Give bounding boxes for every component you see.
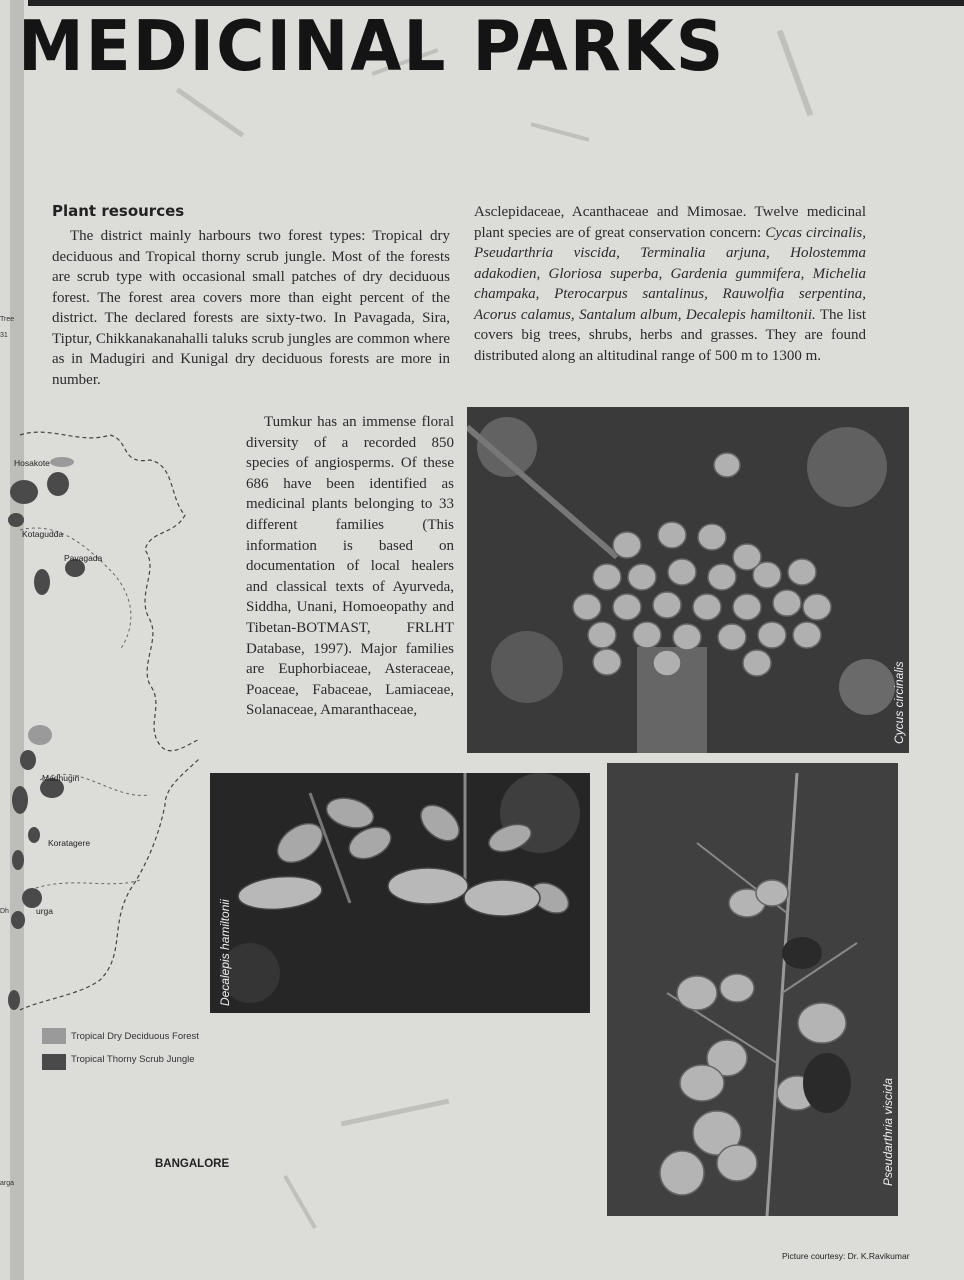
paper-fibre [283,1175,316,1229]
paragraph-outro: The list covers big trees, shrubs, herbs and grasses. They are found distributed along an altitudinal range of 500 m to 1300 m. [474,306,866,364]
legend-swatch-deciduous [42,1028,66,1044]
district-boundary [20,432,200,1010]
scrub-patch [22,888,42,908]
page-title: MEDICINAL PARKS [18,6,726,87]
scrub-patch [10,480,38,504]
edge-fragment: Tree [0,316,15,323]
map-label-koratagere: Koratagere [48,838,91,848]
map-label-urga: urga [36,906,54,916]
photo-pseudarthria-viscida [607,763,898,1216]
leaves-fruit-image [210,773,590,1013]
paper-fibre [176,88,244,138]
caption-pseudarthria: Pseudarthria viscida [881,1077,895,1186]
scrub-patch [8,513,24,527]
map-label-bangalore: BANGALORE [155,1158,230,1170]
scrub-patch [20,750,36,770]
district-map [0,420,200,1020]
shrub-image [607,763,898,1216]
scrub-patch [28,827,40,843]
deciduous-patch [50,457,74,467]
paper-fibre [341,1099,450,1127]
scrub-patch [11,911,25,929]
edge-fragment: arga [0,1180,15,1187]
photo-cycas-circinalis [467,407,909,753]
paper-fibre [531,122,590,141]
map-label-madhugiri: Madhugiri [42,773,80,783]
legend-label-deciduous: Tropical Dry Deciduous Forest [71,1031,199,1042]
legend-swatch-scrub [42,1054,66,1070]
taluk-boundary [30,880,140,890]
scrub-patch [12,786,28,814]
map-label-pavagada: Pavagada [64,553,103,563]
edge-fragment: Dh [0,908,9,915]
edge-fragment: 31 [0,332,8,339]
scrub-patch [47,472,69,496]
caption-decalepis: Decalepis hamiltonii [218,899,232,1006]
deciduous-patch [28,725,52,745]
body-paragraph-left: The district mainly harbours two forest types: Tropical dry deciduous and Tropical thorny scrub jungle. Most of the forests are scrub type with occasional small patches of dry deciduous forest. The forest area covers more than eight percent of the district. The declared forests are sixty-two. In Pavagada, Sira, Tiptur, Chikkanakanahalli taluks scrub jungles are common where as in Madugiri and Kunigal dry deciduous forests are more in number. [52,228,450,388]
caption-cycas: Cycus circinalis [892,661,906,744]
body-paragraph-right [474,202,866,366]
fruit-cluster-image [467,407,909,753]
legend-label-scrub: Tropical Thorny Scrub Jungle [71,1054,195,1065]
photo-decalepis-hamiltonii [210,773,590,1013]
photo-credit: Picture courtesy: Dr. K.Ravikumar [782,1251,910,1261]
paragraph-intro: Asclepidaceae, Acanthaceae and Mimosae. Twelve medicinal plant species are of great conservation concern: [474,204,866,241]
map-label-hosakote: Hosakote [14,458,50,468]
section-heading: Plant resources [52,202,185,220]
scrub-patch [8,990,20,1010]
map-label-kotagudda: Kotagudda [22,529,64,539]
scrub-patch [34,569,50,595]
body-paragraph-middle: Tumkur has an immense floral diversity of a recorded 850 species of angiosperms. Of these 686 have been identified as medicinal plants belonging to 33 different families (This information is based on documentation of local healers and classical texts of Ayurveda, Siddha, Unani, Homoeopathy and Tibetan-BOTMAST, FRLHT Database, 1997). Major families are Euphorbiaceae, Asteraceae, Poaceae, Fabaceae, Lamiaceae, Solanaceae, Amaranthaceae, [246,414,454,719]
scrub-patch [12,850,24,870]
species-list: Cycas circinalis, Pseudarthria viscida, Terminalia arjuna, Holostemma adakodien, Gloriosa superba, Gardenia gummifera, Michelia champaka, Pterocarpus santalinus, Rauwolfia serpentina, Acorus calamus, Santalum album, Decalepis hamiltonii. [474,224,866,323]
